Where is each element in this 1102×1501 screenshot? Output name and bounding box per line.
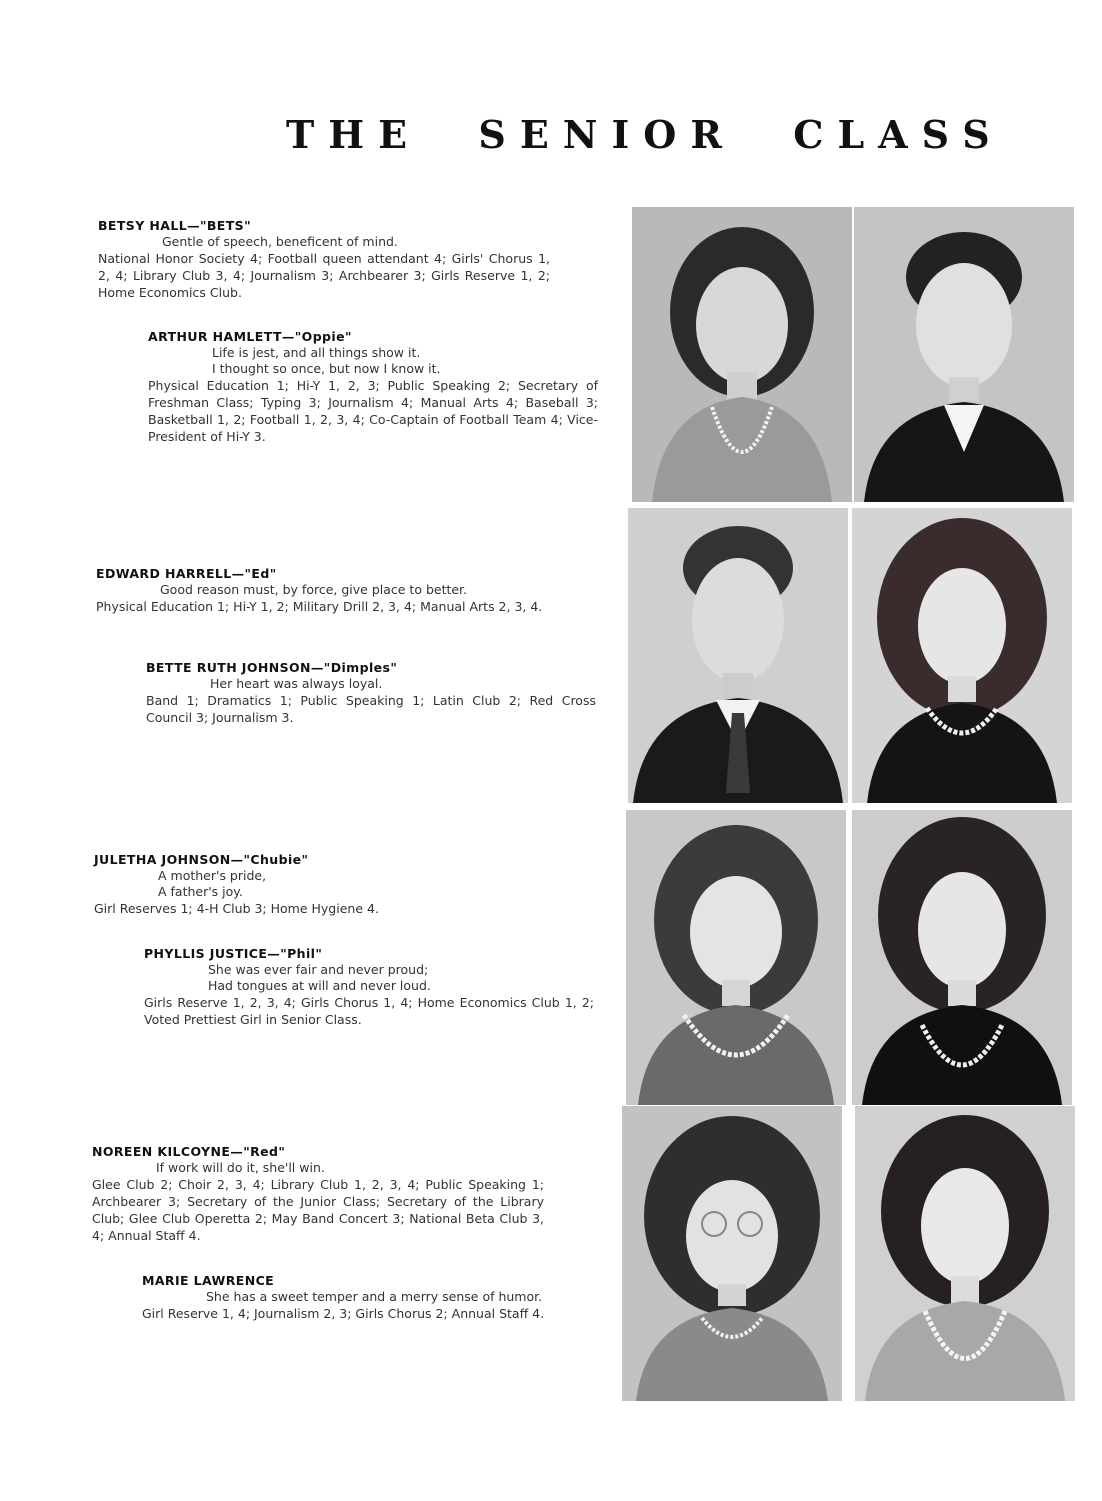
senior-activities: National Honor Society 4; Football queen attendant 4; Girls' Chorus 1, 2, 4; Library Club 3, 4; Journalism 3; Archbearer 3; Girls Reserve 1, 2; Home Economics Club. <box>98 251 550 300</box>
senior-motto: She was ever fair and never proud; <box>208 962 429 977</box>
senior-name: BETSY HALL—"BETS" <box>98 218 251 233</box>
portrait-photo <box>622 1106 842 1401</box>
senior-activities: Band 1; Dramatics 1; Public Speaking 1; Latin Club 2; Red Cross Council 3; Journalism 3. <box>146 693 596 725</box>
portrait-photo-image <box>855 1106 1075 1401</box>
senior-activities: Physical Education 1; Hi-Y 1, 2, 3; Public Speaking 2; Secretary of Freshman Class; Typing 3; Journalism 4; Manual Arts 4; Baseball 3; Basketball 1, 2; Football 1, 2, 3, 4; Co-Captain of Football Team 4; Vice-President of Hi-Y 3. <box>148 378 598 444</box>
portrait-photo <box>855 1106 1075 1401</box>
portrait-photo-image <box>626 810 846 1105</box>
senior-motto: If work will do it, she'll win. <box>156 1160 325 1175</box>
senior-motto: Good reason must, by force, give place to better. <box>160 582 468 597</box>
senior-entry <box>148 329 598 445</box>
senior-entry <box>92 1144 544 1244</box>
senior-activities: Girls Reserve 1, 2, 3, 4; Girls Chorus 1, 4; Home Economics Club 1, 2; Voted Prettiest Girl in Senior Class. <box>144 995 594 1027</box>
senior-name: MARIE LAWRENCE <box>142 1273 275 1288</box>
senior-entry <box>98 218 550 301</box>
senior-activities: Physical Education 1; Hi-Y 1, 2; Military Drill 2, 3, 4; Manual Arts 2, 3, 4. <box>96 599 543 614</box>
portrait-photo-image <box>852 508 1072 803</box>
senior-motto: Gentle of speech, beneficent of mind. <box>162 234 398 249</box>
portrait-photo-image <box>854 207 1074 502</box>
senior-name: PHYLLIS JUSTICE—"Phil" <box>144 946 323 961</box>
portrait-photo-image <box>632 207 852 502</box>
senior-motto: I thought so once, but now I know it. <box>212 361 441 376</box>
senior-name: ARTHUR HAMLETT—"Oppie" <box>148 329 352 344</box>
senior-entry <box>96 566 548 615</box>
senior-motto: Life is jest, and all things show it. <box>212 345 421 360</box>
senior-activities: Glee Club 2; Choir 2, 3, 4; Library Club 1, 2, 3, 4; Public Speaking 1; Archbearer 3; Secretary of the Junior Class; Secretary of the Library Club; Glee Club Operetta 2; May Band Concert 3; National Beta Club 3, 4; Annual Staff 4. <box>92 1177 544 1243</box>
senior-name: EDWARD HARRELL—"Ed" <box>96 566 277 581</box>
senior-entry <box>146 660 596 726</box>
portrait-photo <box>852 508 1072 803</box>
portrait-photo <box>626 810 846 1105</box>
portrait-photo-image <box>622 1106 842 1401</box>
portrait-photo <box>854 207 1074 502</box>
page-title: THE SENIOR CLASS <box>286 112 1004 157</box>
senior-entry <box>142 1273 592 1322</box>
portrait-photo <box>632 207 852 502</box>
senior-name: BETTE RUTH JOHNSON—"Dimples" <box>146 660 398 675</box>
senior-name: NOREEN KILCOYNE—"Red" <box>92 1144 286 1159</box>
portrait-photo <box>852 810 1072 1105</box>
senior-entry <box>94 852 549 917</box>
senior-name: JULETHA JOHNSON—"Chubie" <box>94 852 309 867</box>
portrait-photo-image <box>628 508 848 803</box>
senior-activities: Girl Reserve 1, 4; Journalism 2, 3; Girls Chorus 2; Annual Staff 4. <box>142 1306 545 1321</box>
portrait-photo-image <box>852 810 1072 1105</box>
senior-motto: A father's joy. <box>158 884 243 899</box>
senior-activities: Girl Reserves 1; 4-H Club 3; Home Hygiene 4. <box>94 901 379 916</box>
senior-motto: Her heart was always loyal. <box>210 676 383 691</box>
senior-entry <box>144 946 594 1028</box>
senior-motto: A mother's pride, <box>158 868 267 883</box>
senior-motto: Had tongues at will and never loud. <box>208 978 431 993</box>
senior-motto: She has a sweet temper and a merry sense of humor. <box>206 1289 543 1304</box>
portrait-photo <box>628 508 848 803</box>
